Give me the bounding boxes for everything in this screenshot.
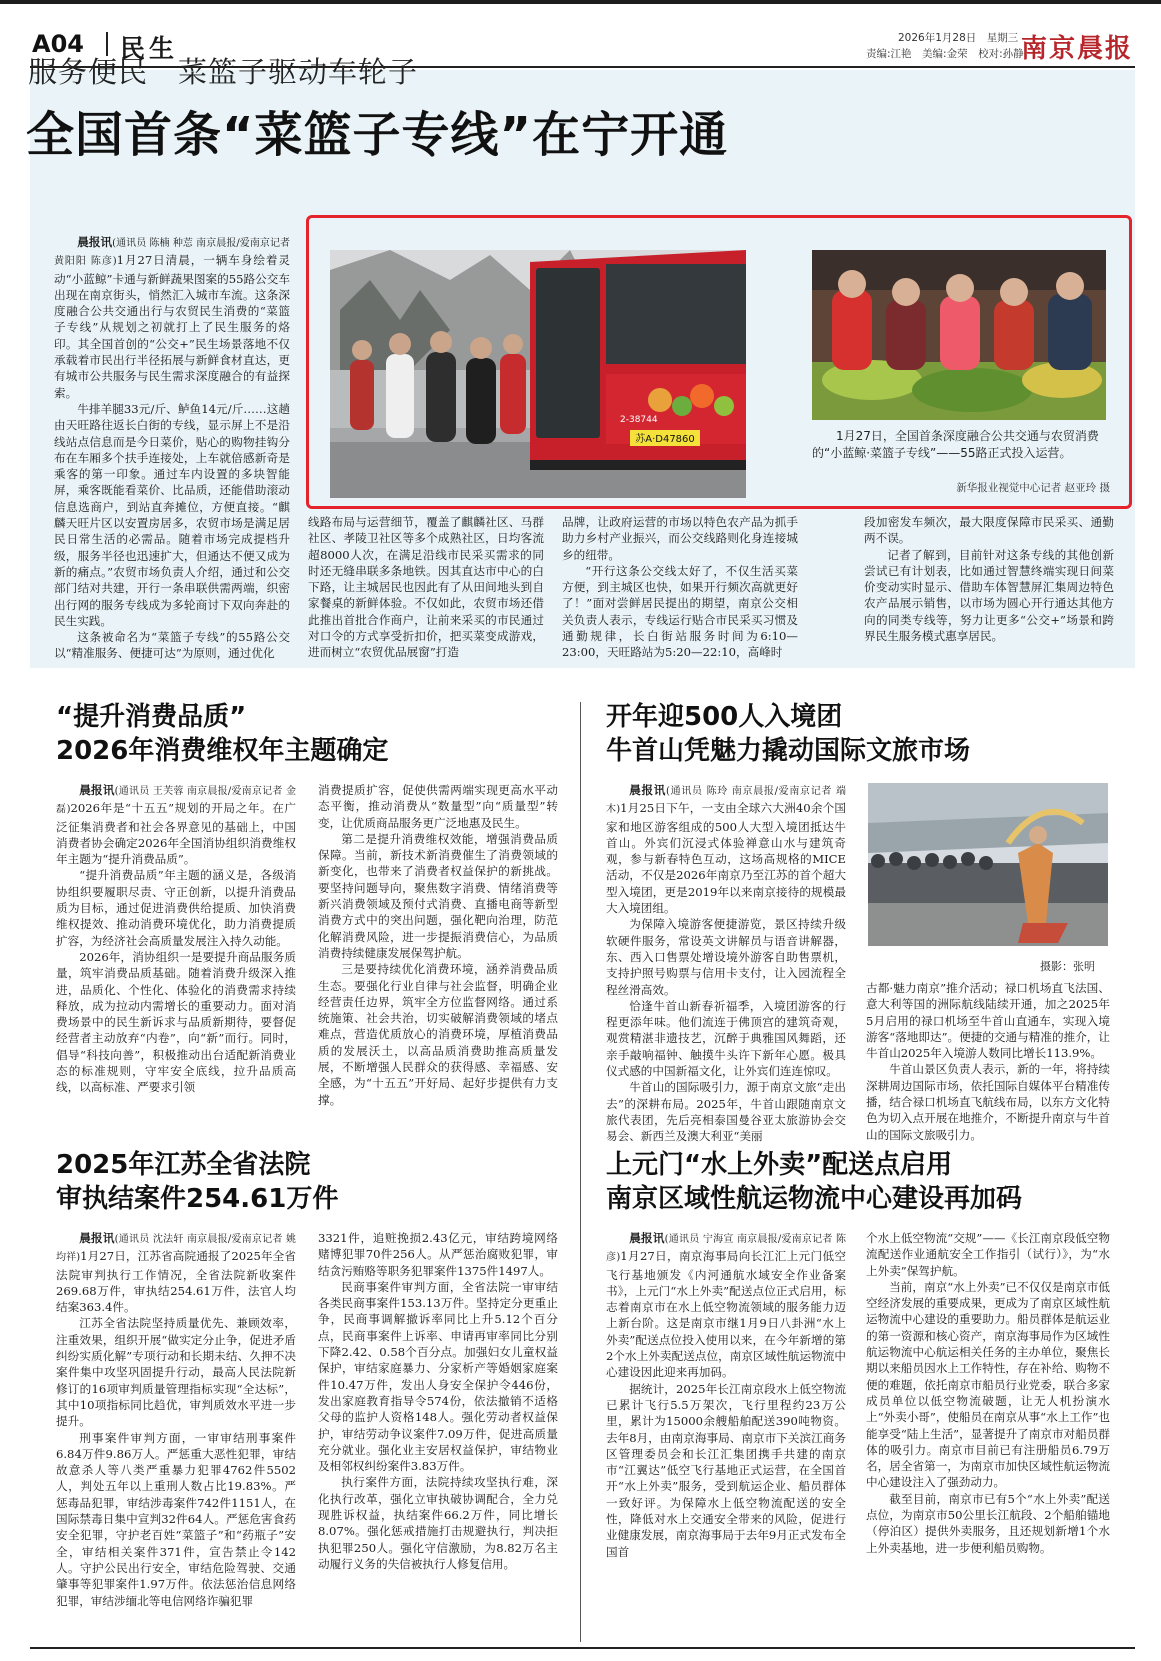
niushou-headline-line1: 开年迎500人入境团 [606, 702, 843, 732]
market-photo [812, 250, 1106, 420]
photo-caption: 1月27日，全国首条深度融合公共交通与农贸消费的“小蓝鲸·菜篮子专线”——55路正式投入运营。 [812, 429, 1099, 460]
lead-column-4 [864, 514, 1114, 644]
consumer-column-2 [318, 782, 558, 1107]
consumer-column-1 [56, 782, 296, 1104]
article-paragraph: 当前，南京“水上外卖”已不仅仅是南京市低空经济发展的重要成果，更成为了南京区域性航运物流中心建设的重要助力。船员群体是航运业的第一资源和核心资产，南京海事局作为区域性航运物流中心航运相关任务的主办单位，聚焦长期以来船员因水上工作特性，存在补给、购物不便的难题，依托南京市船员行业党委，联合多家成员单位以低空物流破题，让无人机扮演水上“外卖小哥”，使船员在南京从事“水上工作”也能享受“陆上生活”，显著提升了南京市对船员群体的吸引力。南京市目前已有注册船员6.79万名，居全省第一，为南京市加快区域性航运物流中心建设注入了强劲动力。 [866, 1279, 1110, 1490]
court-headline-line1: 2025年江苏全省法院 [56, 1150, 311, 1180]
water-column-1 [606, 1230, 846, 1640]
article-paragraph: 消费提质扩容，促使供需两端实现更高水平动态平衡，推动消费从“数量型”向“质量型”转变，让优质商品服务更广泛地惠及民生。 [318, 783, 558, 830]
article-paragraph: 牛首山的国际吸引力，源于南京文旅“走出去”的深耕布局。2025年，牛首山跟随南京文旅代表团，先后亮相泰国曼谷亚太旅游协会交易会、新西兰及澳大利亚“美丽 [606, 1080, 846, 1144]
byline-lead: 晨报讯 [79, 1231, 115, 1245]
editor-credits: 责编:江艳 美编:金荣 校对:孙静 [866, 48, 1024, 60]
water-headline-line2: 南京区域性航运物流中心建设再加码 [606, 1184, 1023, 1214]
newspaper-logo: 南京晨报 [1020, 34, 1133, 64]
bus-photo [330, 250, 746, 498]
article-paragraph: 民商事案件审判方面，全省法院一审审结各类民商事案件153.13万件。坚持定分更重止争，民商事调解撤诉率同比上升5.12个百分点，民商事案件上诉率、申请再审率同比分别下降2.42、0.58个百分点。加强妇女儿童权益保护，审结家庭暴力、分家析产等婚姻家庭案件10.47万件，发出人身安全保护令446份，发出家庭教育指导令574份，依法撤销不适格父母的监护人资格148人。强化劳动者权益保护，审结劳动争议案件7.09万件，促进高质量充分就业。强化业主安居权益保护，审结物业及相邻权纠纷案件3.83万件。 [318, 1279, 558, 1474]
lead-column-2 [308, 514, 544, 660]
niushou-photo-credit: 摄影：张明 [1040, 960, 1095, 973]
article-paragraph: 1月25日下午，一支由全球六大洲40余个国家和地区游客组成的500人大型入境团抵达牛首山。外宾们沉浸式体验禅意山水与建筑奇观，参与新春特色互动，这场高规格的MICE活动，不仅是2026年南京乃至江苏的首个超大型入境团，更是2019年以来南京接待的规模最大入境团组。 [606, 801, 847, 916]
niushou-photo [868, 783, 1108, 946]
article-paragraph: 执行案件方面，法院持续攻坚执行难，深化执行改革，强化立审执破协调配合，全力兑现胜诉权益，执结案件66.2万件，同比增长8.07%。强化惩戒措施打击规避执行，判决拒执犯罪250人。强化守信激励，为8.82万名主动履行义务的失信被执行人修复信用。 [318, 1475, 558, 1571]
section-title: 民生 [120, 34, 179, 63]
article-paragraph: 三是要持续优化消费环境，涵养消费品质生态。要强化行业自律与社会监督，明确企业经营责任边界，筑牢全方位监督网络。通过系统施策、社会共治，切实破解消费领域的堵点难点，营造优质放心的消费环境，厚植消费品质的发展沃土，以高品质消费助推高质量发展，不断增强人民群众的获得感、幸福感、安全感，为“十五五”开好局、起好步提供有力支撑。 [318, 962, 558, 1107]
lead-column-1 [54, 234, 290, 661]
lead-paragraph: “开行这条公交线太好了，不仅生活买菜方便，到主城区也快，如果开行频次高就更好了！”面对尝鲜居民提出的期望，南京公交相关负责人表示，专线运行贴合市民采买习惯及通勤规律，长白街站服务时间为6:10—23:00，天旺路站为5:20—22:10，高峰时 [562, 563, 798, 660]
byline: (通讯员 王芙蓉 南京晨报/爱南京记者 金磊) [56, 786, 296, 816]
article-paragraph: 3321件，追赃挽损2.43亿元，审结跨境网络赌博犯罪70件256人。从严惩治腐败犯罪，审结贪污贿赂等职务犯罪案件1375件1497人。 [318, 1231, 558, 1278]
photo-credit: 新华报业视觉中心记者 赵亚玲 摄 [956, 482, 1110, 494]
article-paragraph: 古都·魅力南京”推介活动；禄口机场直飞法国、意大利等国的洲际航线陆续开通，加之2025年5月启用的禄口机场至牛首山直通车，实现入境游客“落地即达”。便捷的交通与精准的推介，让牛首山2025年入境游人数同比增长113.9%。 [866, 981, 1110, 1061]
lead-paragraph: 线路布局与运营细节，覆盖了麒麟社区、马群社区、孝陵卫社区等多个成熟社区，日均客流超8000人次，在满足沿线市民采买需求的同时还无缝串联多条地铁。因其直达市中心的白下路，让主城居民也因此有了从田间地头到自家餐桌的新鲜体验。不仅如此，农贸市场还借此推出首批合作商户，让前来采买的市民通过对口令的方式享受折扣价，把买菜变成游戏，进而树立“农贸优品展窗”打造 [308, 515, 544, 660]
court-column-2 [318, 1230, 558, 1640]
byline-lead: 晨报讯 [79, 783, 115, 797]
niushou-headline-line2: 牛首山凭魅力撬动国际文旅市场 [606, 736, 971, 766]
article-paragraph: 2026年是“十五五”规划的开局之年。在广泛征集消费者和社会各界意见的基础上，中国消费者协会确定2026年全国消协组织消费维权年主题为“提升消费品质”。 [56, 801, 296, 867]
consumer-headline-line1: “提升消费品质” [56, 702, 247, 732]
article-paragraph: 恰逢牛首山新春祈福季，入境团游客的行程更添年味。他们流连于佛顶宫的建筑奇观，观赏精湛非遗技艺，沉醉于典雅国风舞蹈，还亲手敲响福钟、触摸牛头许下新年心愿。极具仪式感的中国新福文化，让外宾们连连惊叹。 [606, 998, 846, 1079]
court-headline-line2: 审执结案件254.61万件 [56, 1184, 339, 1214]
article-paragraph: 刑事案件审判方面，一审审结刑事案件6.84万件9.86万人。严惩重大恶性犯罪，审结故意杀人等八类严重暴力犯罪4762件5502人，判处五年以上重刑人数占比19.83%。严惩毒品犯罪，审结涉毒案件742件1151人，在国际禁毒日集中宣判32件64人。严惩危害食药安全犯罪，守护老百姓“菜篮子”和“药瓶子”安全，审结相关案件371件，宣告禁止令142人。守护公民出行安全，审结危险驾驶、交通肇事等犯罪案件1.97万件。依法惩治信息网络犯罪，审结涉缅北等电信网络诈骗犯罪 [56, 1430, 296, 1608]
water-headline-line1: 上元门“水上外卖”配送点启用 [606, 1150, 953, 1180]
water-column-2 [866, 1230, 1110, 1640]
lead-column-3 [562, 514, 798, 660]
article-paragraph: “提升消费品质”年主题的涵义是，各级消协组织要履职尽责、守正创新，以提升消费品质为目标，通过促进消费供给提质、加快消费维权提效、推动消费环境优化，助力消费提质扩容，为经济社会高质量发展注入持久动能。 [56, 868, 296, 948]
article-paragraph: 第二是提升消费维权效能，增强消费品质保障。当前，新技术新消费催生了消费领域的新变化，也带来了消费者权益保护的新挑战。要坚持问题导向，聚焦数字消费、情绪消费等新兴消费领域及预付式消费、直播电商等新型消费方式中的突出问题，强化靶向治理，防范化解消费风险，进一步提振消费信心，为品质消费持续健康发展保驾护航。 [318, 831, 558, 960]
byline: (通讯员 宁海宣 南京晨报/爱南京记者 陈彦) [606, 1234, 846, 1264]
article-paragraph: 2026年，消协组织一是要提升商品服务质量，筑牢消费品质基础。随着消费升级深入推进，品质化、个性化、体验化的消费需求持续释放，成为拉动内需增长的重要动力。面对消费场景中的民生新诉求与品质新期待，要督促经营者主动放弃“内卷”，向“新”而行。同时，倡导“科技向善”，积极推动出台适配新消费业态的标准规则，守牢安全底线，拉升品质高线，以高标准、严要求引领 [56, 949, 296, 1095]
byline: (通讯员 沈法轩 南京晨报/爱南京记者 姚均祥) [56, 1234, 296, 1264]
article-paragraph: 为保障入境游客便捷游览，景区持续升级软硬件服务，常设英文讲解员与语音讲解器，东、西入口售票处增设境外游客自助售票机，支持护照号购票与信用卡支付，让入园流程全程丝滑高效。 [606, 917, 846, 997]
issue-date: 2026年1月28日 星期三 [898, 32, 1019, 44]
article-paragraph: 1月27日，南京海事局向长江汇上元门低空飞行基地颁发《内河通航水域安全作业备案书》，上元门“水上外卖”配送点位正式启用，标志着南京市在水上低空物流领域的服务能力迈上新台阶。这是南京市继1月9日八卦洲“水上外卖”配送点位投入使用以来，在今年新增的第2个水上外卖配送点位，南京区域性航运物流中心建设因此迎来再加码。 [606, 1249, 846, 1380]
page-number: A04 [32, 30, 84, 58]
lead-paragraph: 1月27日清晨，一辆车身绘着灵动“小蓝鲸”卡通与新鲜蔬果图案的55路公交车出现在南京街头，悄然汇入城市车流。这条深度融合公共交通出行与农贸民生消费的“菜篮子专线”从规划之初就打上了民生服务的烙印。其全国首创的“公交+”民生场景落地不仅承载着市民出行半径拓展与新鲜食材直达，更有城市公共服务与民生需求深度融合的有益探索。 [54, 253, 290, 400]
lead-paragraph: 品牌，让政府运营的市场以特色农产品为抓手助力乡村产业振兴，而公交线路则化身连接城乡的纽带。 [562, 515, 798, 562]
court-column-1 [56, 1230, 296, 1640]
article-paragraph: 牛首山景区负责人表示，新的一年，将持续深耕周边国际市场，依托国际自媒体平台精准传播，结合禄口机场直飞航线布局，以东方文化特色为切入点开展在地推介，不断提升南京与牛首山的国际文旅吸引力。 [866, 1062, 1110, 1142]
bus-route-text: 2-38744 [620, 415, 658, 425]
lead-paragraph: 记者了解到，目前针对这条专线的其他创新尝试已有计划表，比如通过智慧终端实现日间菜价变动实时显示、借助车体智慧屏汇集周边特色农产品展示销售，以市场为圆心开行通达其他方向的同类专线等，努力让更多“公交+”场景和跨界民生服务模式惠享居民。 [864, 547, 1114, 644]
lead-paragraph: 这条被命名为“菜篮子专线”的55路公交以“精准服务、便捷可达”为原则，通过优化 [54, 630, 290, 661]
bus-illustration [330, 250, 746, 498]
niushou-column-1 [606, 782, 847, 1144]
article-paragraph: 据统计，2025年长江南京段水上低空物流已累计飞行5.5万架次，飞行里程约23万公里，累计为15000余艘船舶配送390吨物资。去年8月，由南京海事局、南京市下关滨江商务区管理委员会和长江汇集团携手共建的南京市“江翼达”低空飞行基地正式运营，在全国首开“水上外卖”服务，受到航运企业、船员群体一致好评。为保障水上低空物流配送的安全性，降低对水上交通安全带来的风险，促进行业健康发展，南京海事局于去年9月正式发布全国首 [606, 1381, 846, 1559]
byline-lead: 晨报讯 [629, 783, 667, 797]
article-paragraph: 江苏全省法院坚持质量优先、兼顾效率，注重效果，组织开展“做实定分止争，促进矛盾纠纷实质化解”专项行动和长期未结、久押不决案件集中攻坚巩固提升行动，最高人民法院新修订的16项审判质量管理指标实现“全达标”，其中10项指标同比趋优，审判质效水平进一步提升。 [56, 1316, 296, 1429]
niushou-column-2 [866, 980, 1110, 1142]
byline: (通讯员 陈楠 种莣 南京晨报/爱南京记者 黄阳阳 陈彦) [54, 238, 290, 268]
lead-headline: 全国首条“菜篮子专线”在宁开通 [26, 107, 729, 163]
byline-lead: 晨报讯 [629, 1231, 665, 1245]
article-paragraph: 截至目前，南京市已有5个“水上外卖”配送点位，为南京市50公里长江航段、2个船舶锚地（停泊区）提供外卖服务，且还规划新增1个水上外卖基地，进一步便利船员购物。 [866, 1491, 1110, 1555]
market-illustration [812, 250, 1106, 420]
top-rule [0, 0, 1161, 4]
article-paragraph: 1月27日，江苏省高院通报了2025年全省法院审判执行工作情况，全省法院新收案件269.68万件，审执结254.61万件，法官人均结案363.4件。 [56, 1249, 296, 1315]
bus-plate-text: 苏A·D47860 [635, 434, 695, 445]
lead-subhead: 服务便民 菜篮子驱动车轮子 [28, 55, 419, 89]
performer-illustration [868, 783, 1108, 946]
byline: (通讯员 陈玲 南京晨报/爱南京记者 端木) [606, 786, 846, 816]
column-divider [580, 702, 581, 1642]
article-paragraph: 个水上低空物流“交规”——《长江南京段低空物流配送作业通航安全工作指引（试行）》，为“水上外卖”保驾护航。 [866, 1231, 1110, 1278]
lead-paragraph: 段加密发车频次，最大限度保障市民采买、通勤两不误。 [864, 515, 1114, 546]
lead-paragraph: 牛排羊腿33元/斤、鲈鱼14元/斤……这趟由天旺路往返长白街的专线，显示屏上不是沿线站点信息而是今日菜价，贴心的购物挂钩分布在车厢多个扶手连接处，上车就倍感新奇是乘客的第一印象。通过车内设置的多块智能屏，乘客既能看菜价、比品质，还能借助滚动信息选商户，到站直奔摊位，方便直接。“麒麟天旺片区以安置房居多，农贸市场是满足居民日常生活的必需品。随着市场完成提档升级，服务半径也迅速扩大，但通达不便又成为新的痛点。”农贸市场负责人介绍，通过和公交部门结对共建，开行一条串联供需两端，织密出行网的服务专线成为多轮商讨下双向奔赴的民生实践。 [54, 401, 290, 628]
consumer-headline-line2: 2026年消费维权年主题确定 [56, 736, 389, 766]
bottom-rule [30, 1647, 1135, 1649]
byline-lead: 晨报讯 [77, 235, 113, 249]
